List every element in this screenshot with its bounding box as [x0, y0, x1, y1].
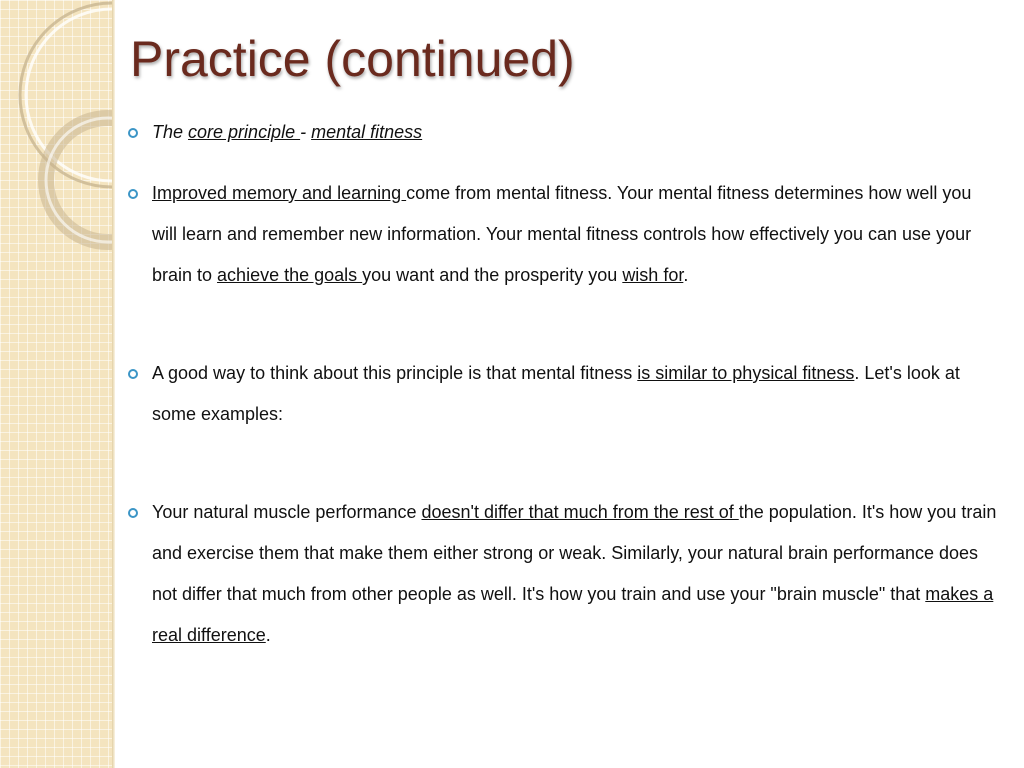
bullet-core-principle: [128, 112, 998, 153]
decorative-rings-graphic: [0, 0, 112, 768]
achieve-goals-link: achieve the goals: [217, 265, 363, 285]
bullet-text: The: [152, 122, 189, 142]
side-panel-edge: [112, 0, 115, 768]
bullet-physical-fitness: [128, 353, 998, 435]
decorative-side-panel: [0, 0, 112, 768]
bullet-muscle-performance: [128, 492, 998, 656]
real-difference-link: makes a real difference: [152, 584, 994, 645]
bullet-text: you want and the prosperity you: [362, 265, 623, 285]
bullet-text: .: [265, 625, 271, 645]
bullet-text: come from mental fitness. Your mental fitness determines how well you will learn and remember new information. Your mental fitness controls how effectively you can use your brain to: [152, 183, 972, 285]
bullet-text: A good way to think about this principle is that mental fitness: [152, 363, 638, 383]
wish-for-link: wish for: [622, 265, 684, 285]
bullet-text: .: [683, 265, 689, 285]
bullet-text: Your natural muscle performance: [152, 502, 422, 522]
bullet-improved-memory: [128, 173, 998, 296]
slide-title: Practice (continued): [130, 31, 575, 87]
similar-physical-fitness-link: is similar to physical fitness: [637, 363, 855, 383]
core-principle-link: core principle: [188, 122, 301, 142]
bullet-text: . Let's look at some examples:: [152, 363, 960, 424]
doesnt-differ-link: doesn't differ that much from the rest of: [421, 502, 739, 522]
bullet-text: -: [300, 122, 312, 142]
mental-fitness-link: mental fitness: [311, 122, 423, 142]
bullet-text: the population. It's how you train and exercise them that make them either strong or weak. Similarly, your natural brain performance does not differ that much from other people as well. It's how you train and use your "brain muscle" that: [152, 502, 997, 604]
bullet-list: [128, 112, 998, 656]
improved-memory-link: Improved memory and learning: [152, 183, 407, 203]
